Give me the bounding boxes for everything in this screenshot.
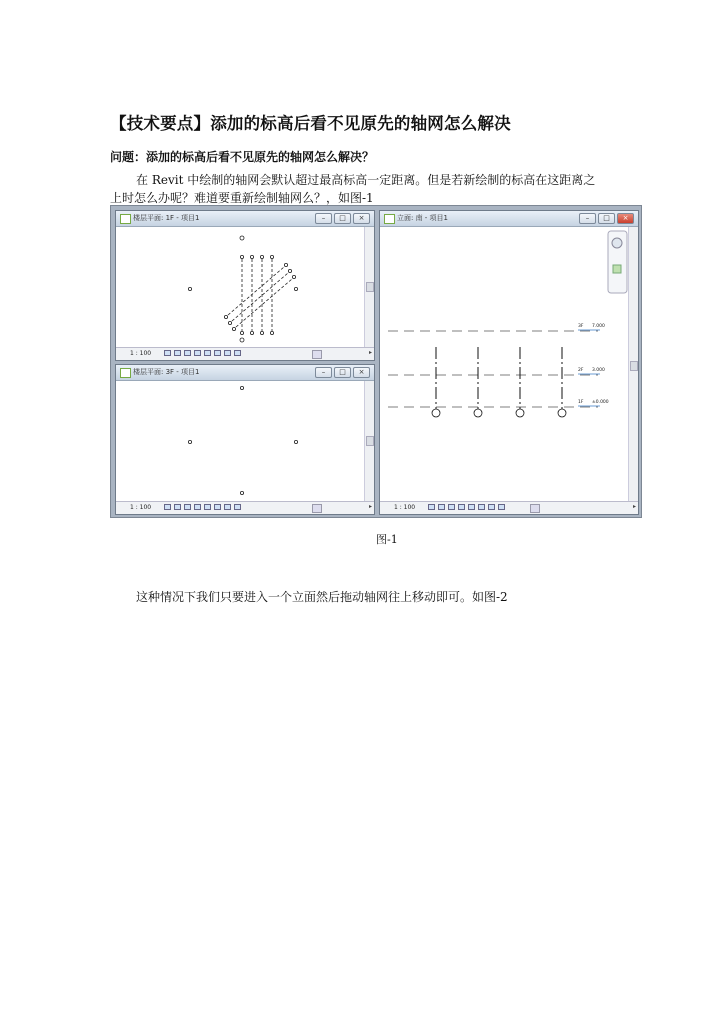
minimize-button[interactable]: – [579,213,596,224]
zoom-icon [613,265,621,273]
temporary-hide-icon[interactable] [488,504,495,510]
maximize-button[interactable]: □ [334,213,351,224]
plan-3f-view-control-bar [116,501,374,514]
view-icon [120,368,131,378]
horizontal-scroll-thumb[interactable] [312,350,322,359]
visual-style-icon[interactable] [174,350,181,356]
scroll-right-arrow[interactable]: ▸ [632,503,636,510]
detail-level-icon[interactable] [164,350,171,356]
sun-path-icon[interactable] [184,504,191,510]
maximize-button[interactable]: □ [334,367,351,378]
show-crop-icon[interactable] [214,350,221,356]
level-3f-name: 3F [578,324,584,329]
maximize-button[interactable]: □ [598,213,615,224]
grid-head-2 [474,409,482,417]
view-scale[interactable]: 1 : 100 [130,504,152,511]
plan-1f-grid-drawing [116,227,366,349]
show-crop-icon[interactable] [214,504,221,510]
plan-3f-canvas[interactable] [116,381,364,501]
crop-view-icon[interactable] [204,350,211,356]
plan-1f-vertical-scrollbar[interactable] [364,227,374,347]
minimize-button[interactable]: – [315,367,332,378]
plan-view-1f-window [115,210,375,361]
plan-1f-titlebar [116,211,374,227]
grid-head-4 [558,409,566,417]
page-title: 【技术要点】添加的标高后看不见原先的轴网怎么解决 [110,114,511,133]
sun-path-icon[interactable] [448,504,455,510]
level-1f-elevation: ±0.000 [592,400,609,405]
minimize-button[interactable]: – [315,213,332,224]
elevation-south-window [379,210,639,515]
paragraph-1-line-2: 上时怎么办呢？难道要重新绘制轴网么？，如图-1 [110,191,374,205]
elevation-canvas[interactable] [380,227,628,501]
revit-screenshot-figure [110,205,642,518]
crop-view-icon[interactable] [468,504,475,510]
horizontal-scroll-thumb[interactable] [312,504,322,513]
scroll-right-arrow[interactable]: ▸ [368,503,372,510]
detail-level-icon[interactable] [428,504,435,510]
scroll-right-arrow[interactable]: ▸ [368,349,372,356]
plan-1f-title: 楼层平面: 1F - 项目1 [133,214,200,222]
close-button[interactable]: × [617,213,634,224]
steering-wheel-icon [612,238,622,248]
elevation-drawing [380,227,630,503]
paragraph-2: 这种情况下我们只要进入一个立面然后拖动轴网往上移动即可。如图-2 [136,590,508,604]
reveal-hidden-icon[interactable] [498,504,505,510]
temporary-hide-icon[interactable] [224,350,231,356]
shadows-icon[interactable] [194,350,201,356]
horizontal-scroll-thumb[interactable] [530,504,540,513]
view-scale[interactable]: 1 : 100 [394,504,416,511]
crop-view-icon[interactable] [204,504,211,510]
close-button[interactable]: × [353,213,370,224]
view-icon [120,214,131,224]
question-heading: 问题：添加的标高后看不见原先的轴网怎么解决？ [110,150,375,164]
visual-style-icon[interactable] [438,504,445,510]
paragraph-1-line-1: 在 Revit 中绘制的轴网会默认超过最高标高一定距离。但是若新绘制的标高在这距离之 [136,173,596,187]
view-scale[interactable]: 1 : 100 [130,350,152,357]
plan-view-3f-window [115,364,375,515]
show-crop-icon[interactable] [478,504,485,510]
sun-path-icon[interactable] [184,350,191,356]
elevation-title: 立面: 南 - 项目1 [397,214,449,222]
grid-head-3 [516,409,524,417]
visual-style-icon[interactable] [174,504,181,510]
grid-head-1 [432,409,440,417]
plan-1f-canvas[interactable] [116,227,364,347]
plan-3f-titlebar [116,365,374,381]
elevation-view-control-bar [380,501,638,514]
elevation-vertical-scrollbar[interactable] [628,227,638,501]
elevation-titlebar [380,211,638,227]
detail-level-icon[interactable] [164,504,171,510]
figure-caption: 图-1 [376,533,398,546]
shadows-icon[interactable] [458,504,465,510]
level-1f-name: 1F [578,400,584,405]
plan-3f-vertical-scrollbar[interactable] [364,381,374,501]
shadows-icon[interactable] [194,504,201,510]
level-3f-elevation: 7.000 [592,324,605,329]
reveal-hidden-icon[interactable] [234,350,241,356]
plan-3f-title: 楼层平面: 3F - 项目1 [133,368,200,376]
plan-1f-view-control-bar [116,347,374,360]
close-button[interactable]: × [353,367,370,378]
view-icon [384,214,395,224]
level-2f-elevation: 3.000 [592,368,605,373]
reveal-hidden-icon[interactable] [234,504,241,510]
plan-3f-grid-drawing [116,381,366,503]
level-2f-name: 2F [578,368,584,373]
temporary-hide-icon[interactable] [224,504,231,510]
